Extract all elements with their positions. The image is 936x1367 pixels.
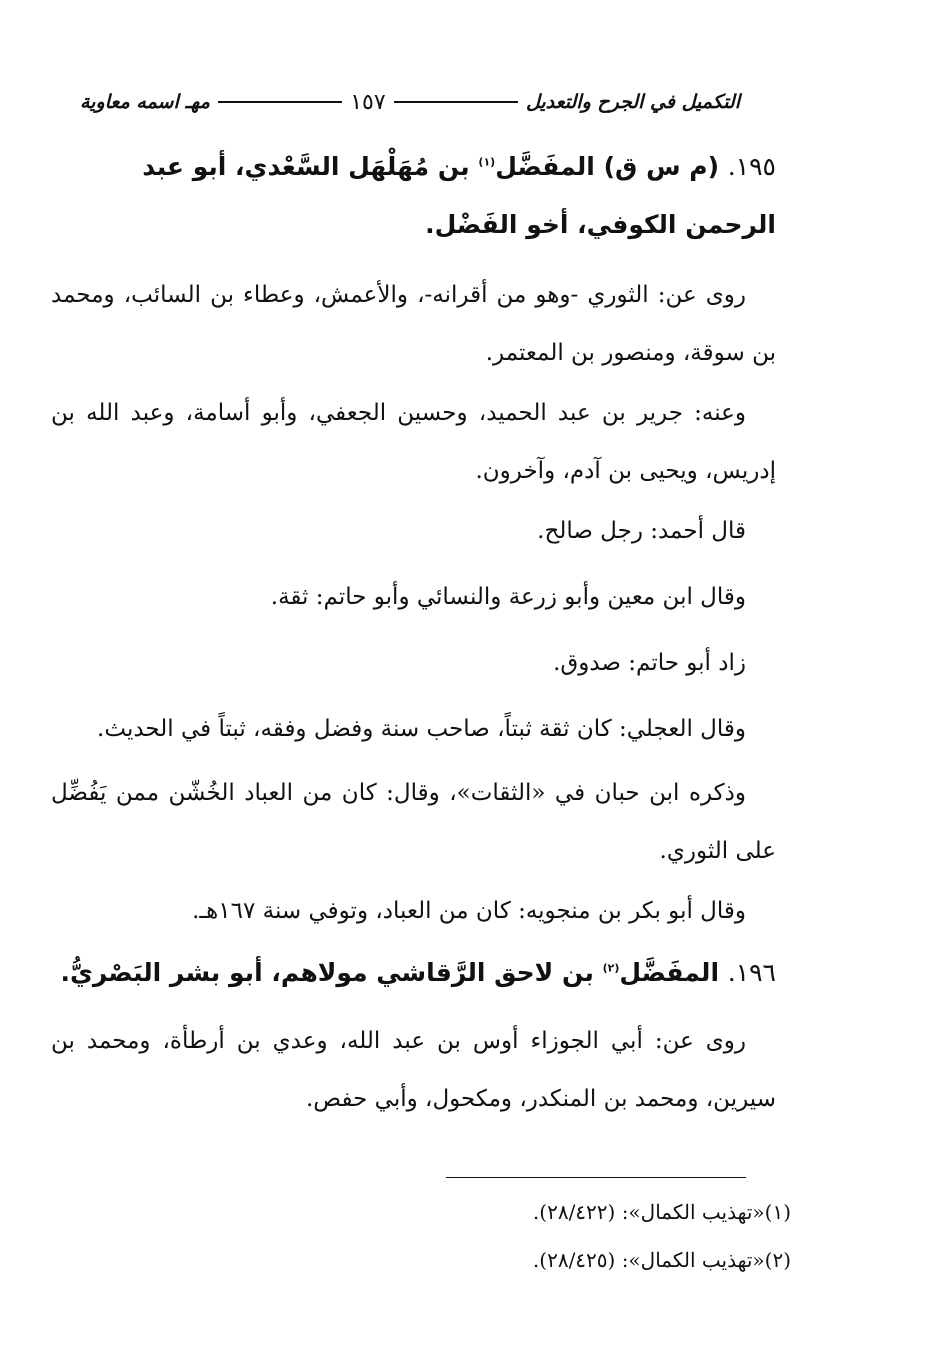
paragraph-ibn-manjawayh: وقال أبو بكر بن منجويه: كان من العباد، وتوفي سنة ١٦٧هـ. <box>192 898 746 924</box>
footnote-ref: (١) <box>478 155 496 169</box>
paragraph-ibn-hibban: وذكره ابن حبان في «الثقات»، وقال: كان من العباد الخُشّن ممن يَفُضِّل على الثوري. <box>51 780 776 864</box>
entry-196-title <box>46 944 776 1002</box>
page-number: ١٥٧ <box>350 89 386 115</box>
paragraph-ahmad: قال أحمد: رجل صالح. <box>537 518 746 544</box>
running-header <box>80 84 740 120</box>
entry-number: ١٩٦. <box>727 958 776 987</box>
header-dash <box>218 101 342 103</box>
entry-number: ١٩٥. <box>727 152 776 181</box>
paragraph-abu-hatim: زاد أبو حاتم: صدوق. <box>553 650 746 676</box>
entry-name: المفَضَّل <box>619 958 720 987</box>
header-book-title: التكميل في الجرح والتعديل <box>525 91 740 113</box>
header-dash <box>394 101 518 103</box>
footnote-ref: (٢) <box>602 961 620 975</box>
paragraph-ibn-maeen: وقال ابن معين وأبو زرعة والنسائي وأبو حاتم: ثقة. <box>270 584 746 610</box>
footnote-divider <box>446 1177 746 1178</box>
entry-195-title <box>46 138 776 254</box>
entry-rest: بن مُهَلْهَل السَّعْدي، أبو عبد الرحمن الكوفي، أخو الفَضْل. <box>142 152 776 239</box>
footnote-1: (١)«تهذيب الكمال»: (٢٨/٤٢٢). <box>532 1200 791 1224</box>
header-section: مهـ اسمه معاوية <box>79 91 210 113</box>
footnote-2: (٢)«تهذيب الكمال»: (٢٨/٤٢٥). <box>532 1248 791 1272</box>
entry-rest: بن لاحق الرَّقاشي مولاهم، أبو بشر البَصْريُّ. <box>60 958 594 987</box>
entry-name: المفَضَّل <box>495 152 595 181</box>
paragraph-narrated-from: روى عن: الثوري -وهو من أقرانه-، والأعمش، وعطاء بن السائب، ومحمد بن سوقة، ومنصور بن المعتمر. <box>51 282 776 366</box>
paragraph-narrators: وعنه: جرير بن عبد الحميد، وحسين الجعفي، وأبو أسامة، وعبد الله بن إدريس، ويحيى بن آدم، وآخرون. <box>51 400 776 484</box>
entry-codes: (م س ق) <box>603 152 720 181</box>
paragraph-ijli: وقال العجلي: كان ثقة ثبتاً، صاحب سنة وفضل وفقه، ثبتاً في الحديث. <box>97 716 746 742</box>
paragraph-196-narrated-from: روى عن: أبي الجوزاء أوس بن عبد الله، وعدي بن أرطأة، ومحمد بن سيرين، ومحمد بن المنكدر، ومكحول، وأبي حفص. <box>51 1028 776 1112</box>
